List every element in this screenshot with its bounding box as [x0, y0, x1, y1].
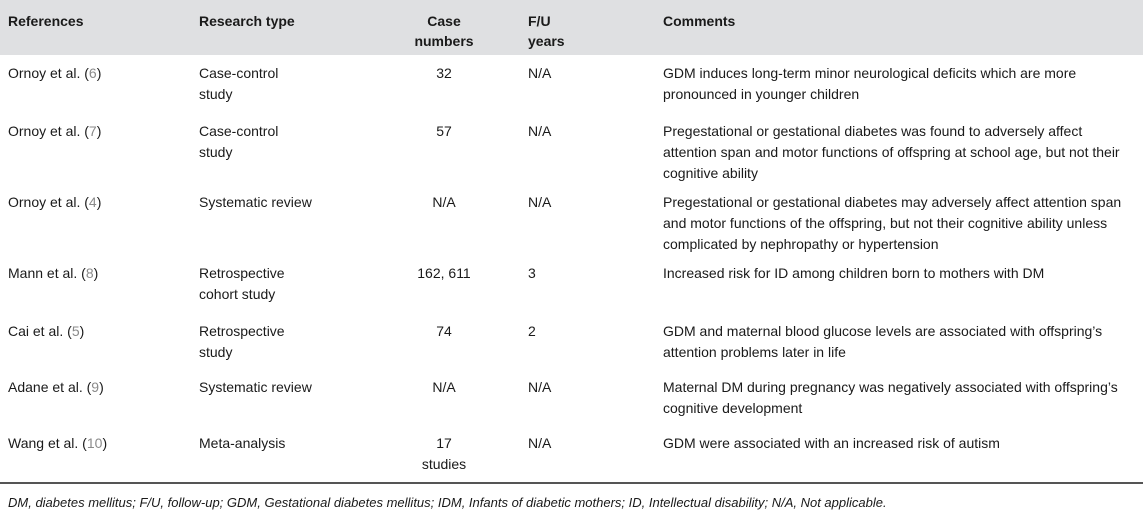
cell-case-numbers: 74	[436, 323, 452, 339]
cell-comments: GDM induces long-term minor neurological deficits which are more pronounced in younger children	[663, 65, 1077, 102]
citation-link[interactable]: 7	[88, 123, 97, 139]
author: Cai et al. (	[8, 323, 72, 339]
paren: )	[99, 379, 104, 395]
cell-fu-years: N/A	[528, 194, 552, 210]
author: Ornoy et al. (	[8, 123, 89, 139]
table-header-row	[0, 0, 1143, 55]
header-research-type: Research type	[199, 13, 295, 29]
author: Wang et al. (	[8, 435, 87, 451]
cell-comments: GDM were associated with an increased risk of autism	[663, 435, 1000, 451]
cell-fu-years: N/A	[528, 123, 552, 139]
cell-research-type: Retrospective cohort study	[199, 265, 285, 302]
cell-research-type: Retrospective study	[199, 323, 285, 360]
table-footnote: DM, diabetes mellitus; F/U, follow-up; GDM, Gestational diabetes mellitus; IDM, Infants of diabetic mothers; ID, Intellectual disability; N/A, Not applicable.	[8, 495, 887, 510]
paren: )	[96, 65, 102, 81]
header-comments: Comments	[663, 13, 736, 29]
cell-fu-years: N/A	[528, 379, 552, 395]
paren: )	[96, 123, 102, 139]
cell-reference	[0, 55, 191, 113]
cell-case-numbers: 162, 611	[417, 265, 471, 281]
cell-reference	[0, 425, 191, 483]
cell-case-numbers: 17 studies	[421, 435, 467, 472]
cell-case-numbers: 57	[436, 123, 452, 139]
author: Ornoy et al. (	[8, 65, 89, 81]
table-row	[0, 369, 1143, 425]
cell-research-type: Systematic review	[199, 379, 312, 395]
cell-fu-years: 2	[528, 323, 536, 339]
cell-reference	[0, 313, 191, 369]
cell-fu-years: 3	[528, 265, 536, 281]
cell-research-type: Case-control study	[199, 65, 279, 102]
paren: )	[96, 194, 102, 210]
paren: )	[79, 323, 85, 339]
cell-comments: Increased risk for ID among children born to mothers with DM	[663, 265, 1045, 281]
cell-comments: Pregestational or gestational diabetes was found to adversely affect attention span and motor functions of offspring at school age, but not their cognitive ability	[663, 123, 1120, 181]
header-fu-years: F/U years	[528, 13, 565, 49]
cell-research-type: Case-control study	[199, 123, 279, 160]
cell-fu-years: N/A	[528, 435, 552, 451]
author: Adane et al. (	[8, 379, 92, 395]
cell-case-numbers: 32	[436, 65, 452, 81]
cell-research-type: Meta-analysis	[199, 435, 286, 451]
header-references: References	[8, 13, 84, 29]
cell-comments: Maternal DM during pregnancy was negatively associated with offspring’s cognitive development	[663, 379, 1118, 416]
citation-link[interactable]: 8	[85, 265, 94, 281]
cell-reference	[0, 255, 191, 313]
author: Ornoy et al. (	[8, 194, 89, 210]
citation-link[interactable]: 9	[91, 379, 100, 395]
table-row	[0, 113, 1143, 184]
citation-link[interactable]: 10	[86, 435, 103, 451]
table-row	[0, 255, 1143, 313]
paren: )	[102, 435, 108, 451]
cell-research-type: Systematic review	[199, 194, 312, 210]
header-case-numbers: Case numbers	[414, 13, 474, 49]
cell-comments: Pregestational or gestational diabetes may adversely affect attention span and motor functions of the offspring, but not their cognitive ability unless complicated by nephropathy or hypertension	[663, 194, 1122, 252]
table-row	[0, 184, 1143, 255]
cell-fu-years: N/A	[528, 65, 552, 81]
author: Mann et al. (	[8, 265, 86, 281]
table-row	[0, 313, 1143, 369]
cell-comments: GDM and maternal blood glucose levels are associated with offspring’s attention problems later in life	[663, 323, 1103, 360]
table-row	[0, 55, 1143, 113]
cell-reference	[0, 369, 191, 425]
paren: )	[93, 265, 99, 281]
cell-case-numbers: N/A	[432, 194, 456, 210]
citation-link[interactable]: 6	[88, 65, 97, 81]
citation-link[interactable]: 4	[88, 194, 97, 210]
cell-reference	[0, 184, 191, 255]
cell-case-numbers: N/A	[432, 379, 456, 395]
cell-reference	[0, 113, 191, 184]
citation-link[interactable]: 5	[71, 323, 80, 339]
table-row	[0, 425, 1143, 483]
